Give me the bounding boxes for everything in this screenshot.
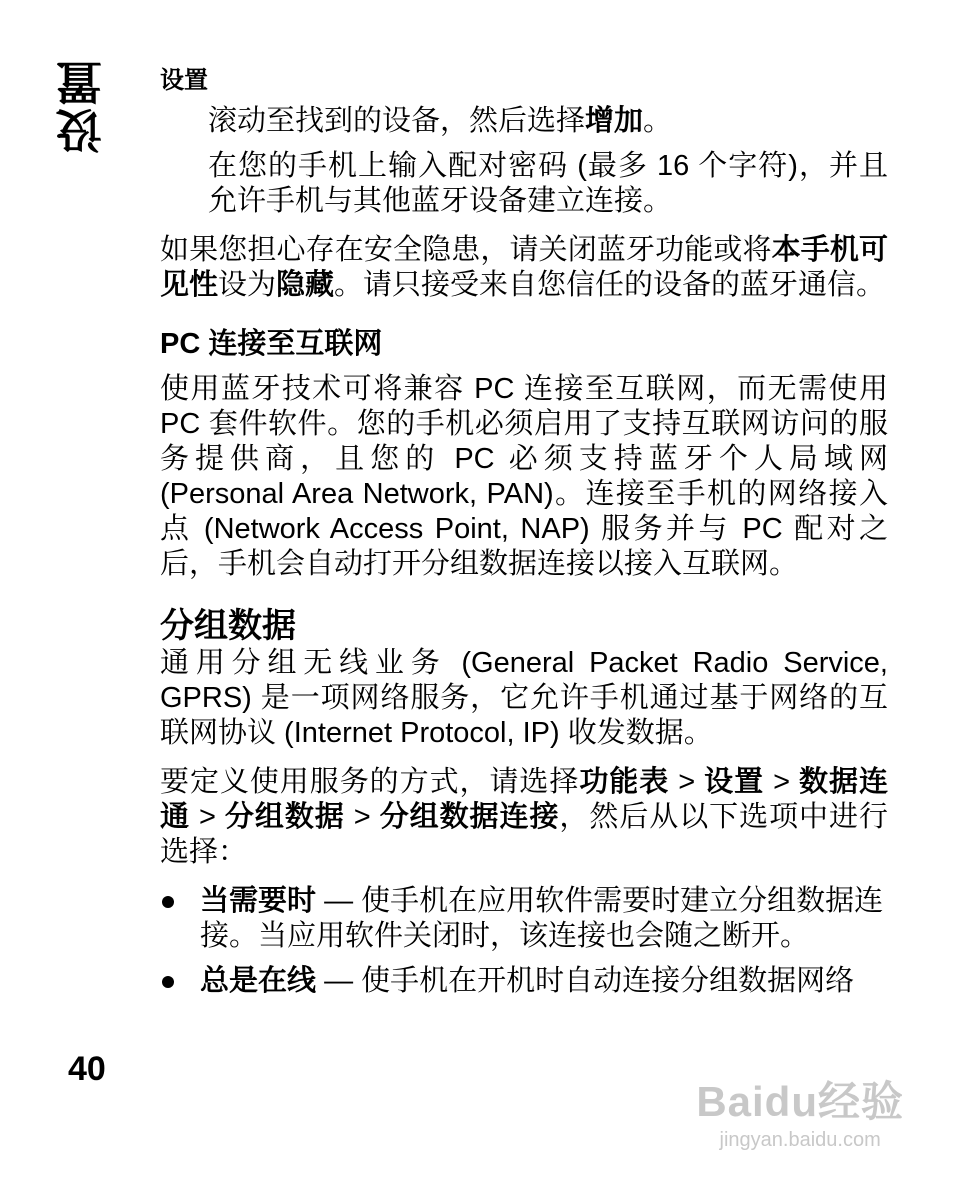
packet-data-heading: 分组数据: [160, 607, 296, 645]
option-description: 使手机在应用软件需要时建立分组数据连接。当应用软件关闭时，该连接也会随之断开。: [200, 885, 884, 952]
list-item: 总是在线 — 使手机在开机时自动连接分组数据网络: [160, 964, 888, 999]
page-content: [160, 104, 888, 999]
watermark-logo: Baidu经验: [696, 1078, 904, 1125]
pc-internet-heading: PC 连接至互联网: [160, 328, 383, 360]
gprs-description: 通用分组无线业务 (General Packet Radio Service, GPRS) 是一项网络服务，它允许手机通过基于网络的互联网协议 (Internet Protocol, IP) 收发数据。: [160, 647, 888, 749]
menu-path-instruction: 要定义使用服务的方式，请选择功能表 > 设置 > 数据连通 > 分组数据 > 分组数据连接，然后从以下选项中进行选择：: [160, 766, 888, 868]
watermark-url: jingyan.baidu.com: [719, 1129, 881, 1151]
pc-internet-body: 使用蓝牙技术可将兼容 PC 连接至互联网，而无需使用 PC 套件软件。您的手机必须启用了支持互联网访问的服务提供商，且您的 PC 必须支持蓝牙个人局域网 (Personal Area Network, PAN)。连接至手机的网络接入点 (Network Access Point, NAP) 服务并与 PC 配对之后，手机会自动打开分组数据连接以接入互联网。: [160, 373, 888, 580]
side-section-tab: 设置: [56, 58, 108, 154]
instruction-step-2: 在您的手机上输入配对密码 (最多 16 个字符)，并且允许手机与其他蓝牙设备建立连接。: [208, 150, 888, 217]
connection-options-list: [160, 884, 888, 999]
page-number: 40: [68, 1050, 106, 1088]
security-note: 如果您担心存在安全隐患，请关闭蓝牙功能或将本手机可见性设为隐藏。请只接受来自您信任的设备的蓝牙通信。: [160, 234, 888, 301]
option-term: 总是在线: [200, 965, 317, 997]
option-description: 使手机在开机时自动连接分组数据网络: [361, 965, 855, 997]
bullet-icon: [162, 976, 174, 988]
list-item: 当需要时 — 使手机在应用软件需要时建立分组数据连接。当应用软件关闭时，该连接也会随之断开。: [160, 884, 888, 954]
add-option-label: 增加: [585, 105, 644, 137]
instruction-step-1: 滚动至找到的设备，然后选择增加。: [208, 105, 673, 137]
option-term: 当需要时: [200, 885, 317, 917]
running-head: 设置: [160, 67, 208, 94]
bullet-icon: [162, 896, 174, 908]
baidu-watermark: [696, 1069, 904, 1152]
